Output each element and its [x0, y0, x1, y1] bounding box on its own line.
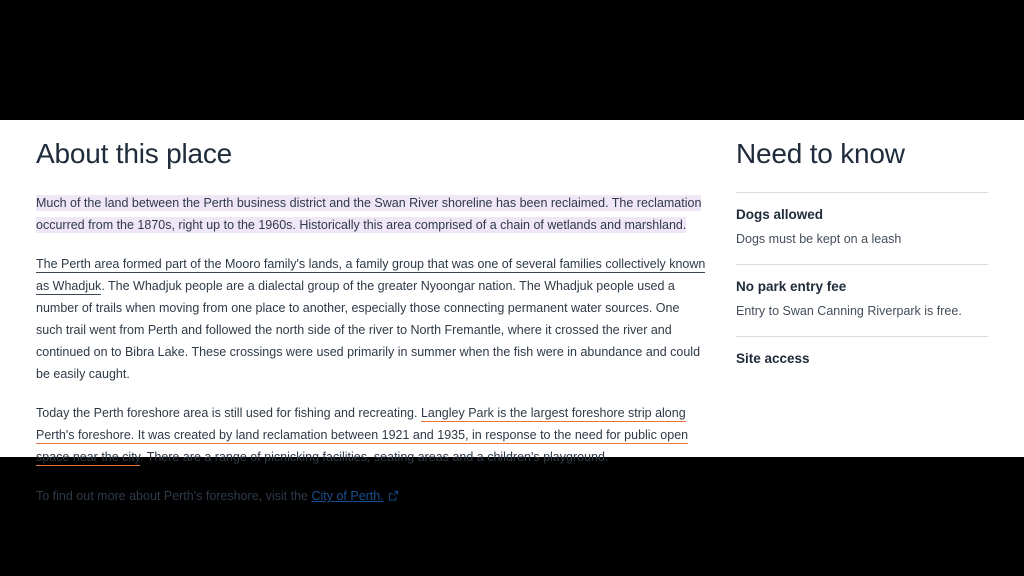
paragraph-find-out-more — [36, 485, 708, 507]
sidebar-block-site-access — [736, 336, 988, 366]
sidebar-block-dogs-allowed — [736, 192, 988, 264]
paragraph-reclamation — [36, 192, 708, 236]
sidebar-heading-site-access: Site access — [736, 351, 810, 366]
need-to-know-column — [712, 120, 1024, 457]
paragraph-foreshore-intro: Today the Perth foreshore area is still used for fishing and recreating. — [36, 406, 421, 420]
paragraph-foreshore-end: . There are a range of picnicking facilities, seating areas and a children's playground. — [140, 450, 609, 464]
two-column-layout — [0, 120, 1024, 503]
sidebar-heading-no-park-entry-fee: No park entry fee — [736, 279, 847, 294]
page-content-band — [0, 120, 1024, 503]
underlined-text-reclamation-dates: . It was created by land reclamation between 1921 and 1935, in response to the need for public open space near the city — [36, 428, 689, 464]
city-of-perth-link[interactable]: City of Perth. — [311, 489, 384, 503]
sidebar-block-no-park-entry-fee — [736, 264, 988, 336]
sidebar-heading-dogs-allowed: Dogs allowed — [736, 207, 824, 222]
highlighted-text-reclamation: Much of the land between the Perth business district and the Swan River shoreline has been reclaimed. The reclamation occurred from the 1870s, right up to the 1960s. Historically this area comprised of a chain of wetlands and marshland. — [36, 196, 702, 232]
paragraph-foreshore — [36, 402, 708, 468]
paragraph-mooro-whadjuk — [36, 253, 708, 385]
find-out-more-text: To find out more about Perth's foreshore, visit the — [36, 489, 312, 503]
sidebar-title: Need to know — [736, 138, 905, 169]
sidebar-body-no-park-entry-fee: Entry to Swan Canning Riverpark is free. — [736, 304, 962, 318]
paragraph-mooro-rest: . The Whadjuk people are a dialectal group of the greater Nyoongar nation. The Whadjuk people used a number of trails when moving from one place to another, especially those connecting permanent water sources. One such trail went from Perth and followed the north side of the river to North Fremantle, where it crossed the river and continued on to Bibra Lake. These crossings were used primarily in summer when the fish were in abundance and could be easily caught. — [36, 279, 701, 381]
external-link-icon — [388, 490, 399, 501]
underlined-text-mooro: The Perth area formed part of the Mooro family's lands, a family group that was one of several families collectively known as Whadjuk — [36, 257, 706, 293]
underlined-text-langley-park: Langley Park is the largest foreshore strip along Perth's foreshore — [36, 406, 686, 442]
main-content-column — [0, 120, 712, 503]
page-title: About this place — [36, 138, 233, 169]
sidebar-body-dogs-allowed: Dogs must be kept on a leash — [736, 232, 902, 246]
